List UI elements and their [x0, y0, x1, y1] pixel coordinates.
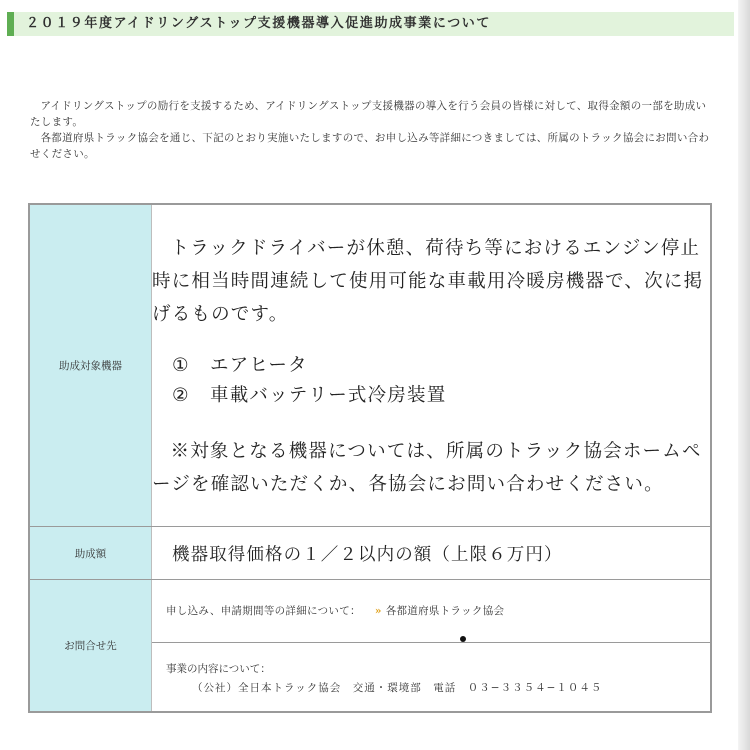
target-equipment-description: トラックドライバーが休憩、荷待ち等におけるエンジン停止時に相当時間連続して使用可能な車載用冷暖房機器で、次に掲げるものです。 — [152, 238, 704, 325]
target-equipment-list — [172, 351, 446, 411]
list-item-text: 車載バッテリー式冷房装置 — [210, 385, 447, 406]
list-item — [172, 351, 446, 381]
list-item-number: ① — [172, 355, 190, 376]
list-item-number: ② — [172, 385, 190, 406]
grant-amount-value: 機器取得価格の１／２以内の額（上限６万円） — [172, 544, 563, 565]
inquiry-content — [152, 580, 710, 711]
page-edge-shadow — [738, 0, 750, 750]
contact-heading: 事業の内容について： — [166, 663, 271, 675]
list-item — [172, 381, 446, 411]
intro-text — [30, 98, 710, 162]
intro-paragraph-1: アイドリングストップの励行を支援するため、アイドリングストップ支援機器の導入を行う会員の皆様に対して、取得金額の一部を助成いたします。 — [30, 100, 707, 128]
list-item-text: エアヒータ — [210, 355, 308, 376]
table-row-inquiry — [30, 580, 710, 711]
grant-info-table — [28, 203, 712, 713]
target-equipment-content — [152, 205, 710, 526]
target-equipment-note: ※対象となる機器については、所属のトラック協会ホームページを確認いただくか、各協会にお問い合わせください。 — [152, 441, 702, 495]
prefectural-association-link[interactable]: 各都道府県トラック協会 — [385, 605, 505, 617]
contact-detail: （公社）全日本トラック協会 交通・環境部 電話 ０３−３３５４−１０４５ — [192, 682, 603, 694]
page-title: ２０１９年度アイドリングストップ支援機器導入促進助成事業について — [7, 12, 734, 36]
inquiry-prefix: 申し込み、申請期間等の詳細について： — [166, 605, 361, 617]
row-label-target-equipment: 助成対象機器 — [30, 205, 152, 526]
bullet-dot — [460, 636, 466, 642]
intro-paragraph-2: 各都道府県トラック協会を通じ、下記のとおり実施いたしますので、お申し込み等詳細につきましては、所属のトラック協会にお問い合わせください。 — [30, 132, 710, 160]
inquiry-application-section — [152, 580, 710, 643]
chevron-right-icon: » — [374, 605, 382, 617]
inquiry-application-line — [166, 603, 504, 618]
table-row-target-equipment — [30, 205, 710, 527]
row-label-inquiry: お問合せ先 — [30, 580, 152, 711]
row-label-grant-amount: 助成額 — [30, 527, 152, 579]
table-row-grant-amount — [30, 527, 710, 580]
